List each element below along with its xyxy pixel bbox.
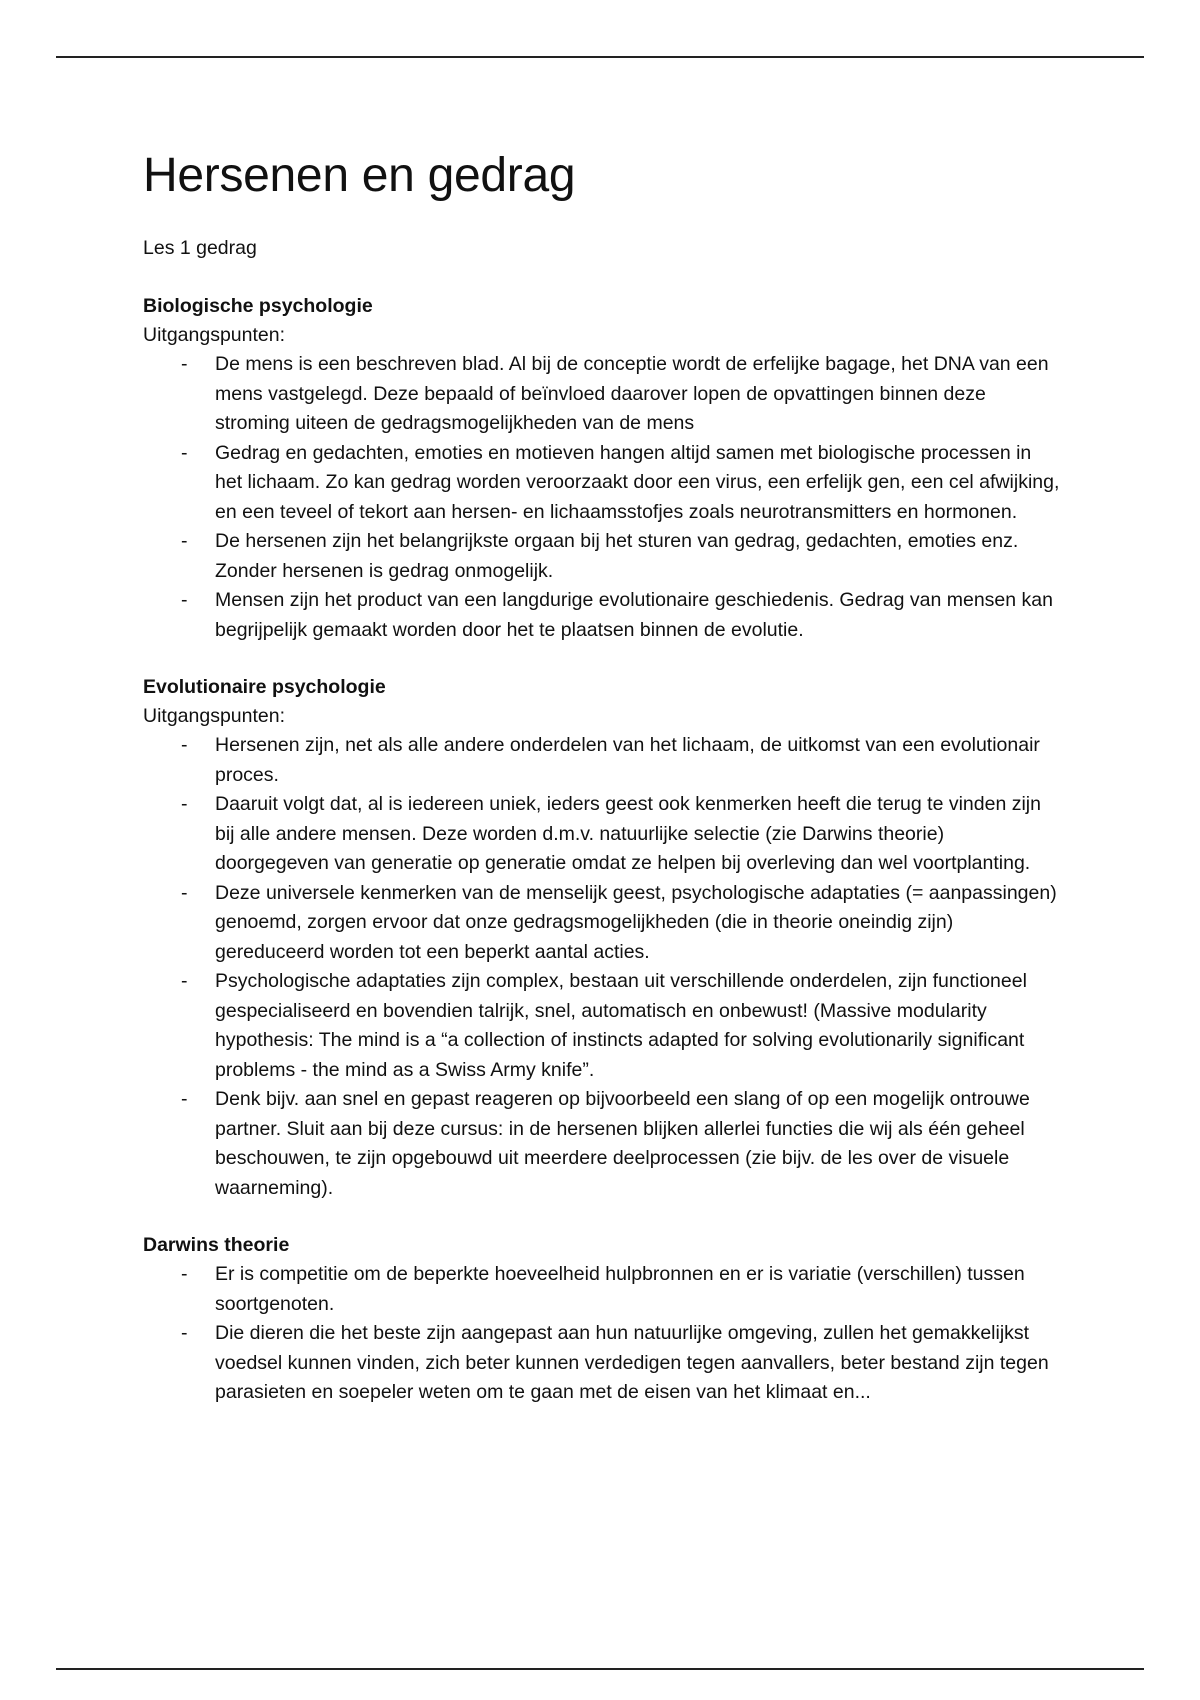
list-item: [143, 586, 1063, 645]
dash-bullet: -: [181, 881, 188, 904]
document-title: Hersenen en gedrag: [143, 149, 576, 202]
list-item-text: Daaruit volgt dat, al is iedereen uniek, ieders geest ook kenmerken heeft die terug te vinden zijn bij alle andere mensen. Deze worden d.m.v. natuurlijke selectie (zie Darwins theorie) doorgegeven van generatie op generatie omdat ze helpen bij overleving dan wel voortplanting.: [215, 793, 1041, 874]
dash-bullet: -: [181, 1263, 188, 1285]
bullet-list: [143, 350, 1063, 645]
section-biologische-psychologie: [143, 292, 1063, 645]
section-heading: Darwins theorie: [143, 1234, 290, 1256]
dash-bullet: -: [181, 441, 188, 464]
section-subheading: Uitgangspunten:: [143, 324, 286, 346]
list-item-text: De mens is een beschreven blad. Al bij de conceptie wordt de erfelijke bagage, het DNA van een mens vastgelegd. Deze bepaald of beïnvloed daarover lopen de opvattingen binnen deze stroming uiteen de gedragsmogelijkheden van de mens: [215, 353, 1049, 434]
dash-bullet: -: [181, 793, 188, 815]
list-item: [143, 350, 1063, 439]
document-body: [143, 146, 1063, 1436]
dash-bullet: -: [181, 353, 188, 375]
list-item: [143, 879, 1063, 968]
dash-bullet: -: [181, 1088, 188, 1110]
top-divider: [56, 56, 1144, 58]
list-item-text: Mensen zijn het product van een langdurige evolutionaire geschiedenis. Gedrag van mensen kan begrijpelijk gemaakt worden door het te plaatsen binnen de evolutie.: [215, 589, 1053, 641]
bullet-list: [143, 731, 1063, 1203]
list-item: [143, 527, 1063, 586]
list-item: [143, 790, 1063, 879]
list-item-text: Er is competitie om de beperkte hoeveelheid hulpbronnen en er is variatie (verschillen) tussen soortgenoten.: [215, 1263, 1025, 1315]
list-item-text: De hersenen zijn het belangrijkste orgaan bij het sturen van gedrag, gedachten, emoties enz. Zonder hersenen is gedrag onmogelijk.: [215, 530, 1019, 582]
dash-bullet: -: [181, 530, 188, 552]
list-item: [143, 1260, 1063, 1319]
list-item-text: Denk bijv. aan snel en gepast reageren op bijvoorbeeld een slang of op een mogelijk ontrouwe partner. Sluit aan bij deze cursus: in de hersenen blijken allerlei functies die wij als één geheel beschouwen, te zijn opgebouwd uit meerdere deelprocessen (zie bijv. de les over de visuele waarneming).: [215, 1088, 1030, 1199]
section-subheading: Uitgangspunten:: [143, 705, 286, 727]
bottom-divider: [56, 1668, 1144, 1670]
section-heading: Biologische psychologie: [143, 295, 373, 317]
dash-bullet: -: [181, 1322, 188, 1344]
list-item-text: Deze universele kenmerken van de menselijk geest, psychologische adaptaties (= aanpassingen) genoemd, zorgen ervoor dat onze gedragsmogelijkheden (die in theorie oneindig zijn) gereduceerd worden tot een beperkt aantal acties.: [215, 881, 1057, 963]
list-item: [143, 439, 1063, 528]
list-item-text: Hersenen zijn, net als alle andere onderdelen van het lichaam, de uitkomst van een evolutionair proces.: [215, 734, 1040, 786]
section-heading: Evolutionaire psychologie: [143, 676, 386, 698]
list-item-text: Die dieren die het beste zijn aangepast aan hun natuurlijke omgeving, zullen het gemakkelijkst voedsel kunnen vinden, zich beter kunnen verdedigen tegen aanvallers, beter bestand zijn tegen parasieten en soepeler weten om te gaan met de eisen van het klimaat en...: [215, 1322, 1049, 1403]
list-item: [143, 967, 1063, 1085]
list-item: [143, 1085, 1063, 1203]
dash-bullet: -: [181, 589, 188, 611]
section-evolutionaire-psychologie: [143, 673, 1063, 1203]
bullet-list: [143, 1260, 1063, 1408]
lesson-label: Les 1 gedrag: [143, 237, 257, 259]
section-darwins-theorie: [143, 1231, 1063, 1408]
dash-bullet: -: [181, 734, 188, 756]
list-item-text: Gedrag en gedachten, emoties en motieven hangen altijd samen met biologische processen in het lichaam. Zo kan gedrag worden veroorzaakt door een virus, een erfelijk gen, een cel afwijking, en een teveel of tekort aan hersen- en lichaamsstofjes zoals neurotransmitters en hormonen.: [215, 441, 1060, 523]
list-item: [143, 1319, 1063, 1408]
list-item-text: Psychologische adaptaties zijn complex, bestaan uit verschillende onderdelen, zijn functioneel gespecialiseerd en bovendien talrijk, snel, automatisch en onbewust! (Massive modularity hypothesis: The mind is a “a collection of instincts adapted for solving evolutionarily significant problems - the mind as a Swiss Army knife”.: [215, 970, 1027, 1081]
dash-bullet: -: [181, 970, 188, 992]
list-item: [143, 731, 1063, 790]
